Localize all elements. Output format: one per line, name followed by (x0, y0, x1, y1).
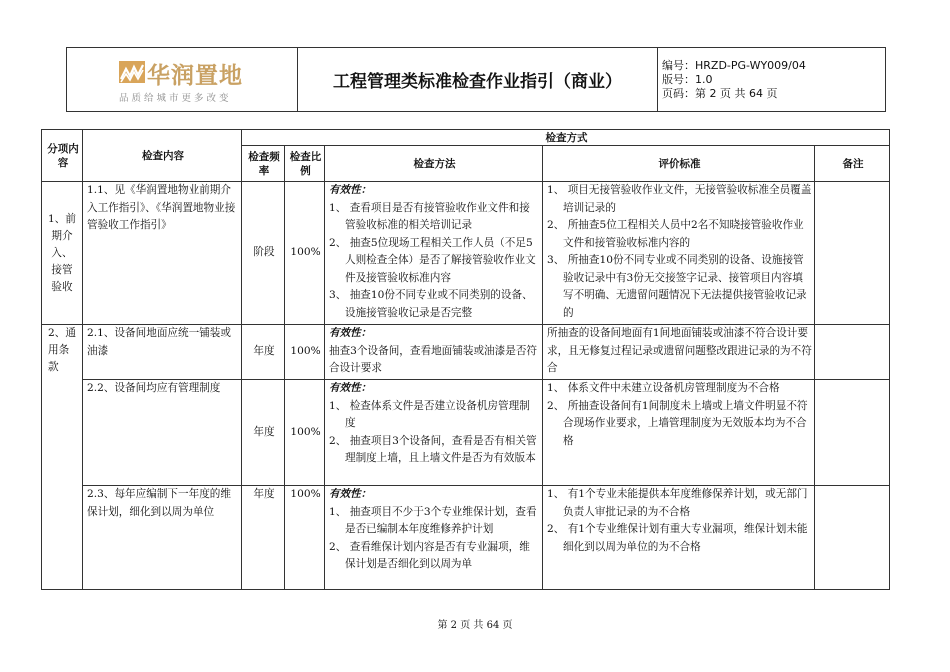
method-item: 2、 抽查5位现场工程相关工作人员（不足5人则检查全体）是否了解接管验收作业文件及接管验收标准内容 (329, 236, 536, 284)
header-method-group: 检查方式 (242, 130, 890, 146)
method-item: 2、 查看维保计划内容是否有专业漏项，维保计划是否细化到以周为单 (329, 540, 530, 570)
header-content: 检查内容 (83, 130, 242, 182)
method-cell (325, 325, 543, 380)
effectiveness-label: 有效性： (329, 488, 372, 500)
content-cell: 2.1、设备间地面应统一铺装或油漆 (83, 325, 242, 380)
header-criteria: 评价标准 (543, 146, 815, 182)
table-row (42, 380, 890, 486)
frequency-cell: 年度 (242, 325, 285, 380)
remark-cell (815, 486, 890, 590)
method-item: 1、 检查体系文件是否建立设备机房管理制度 (329, 399, 530, 429)
content-cell: 2.2、设备间均应有管理制度 (83, 380, 242, 486)
header-remark: 备注 (815, 146, 890, 182)
page-footer: 第 2 页 共 64 页 (437, 620, 513, 631)
criteria-item: 2、 所抽查5位工程相关人员中2名不知晓接管验收作业文件和接管验收标准内容的 (547, 219, 804, 249)
brand-slogan: 品质给城市更多改变 (119, 93, 232, 104)
criteria-item: 1、 项目无接管验收作业文件，无接管验收标准全员覆盖培训记录的 (547, 184, 812, 214)
remark-cell (815, 182, 890, 325)
method-cell (325, 380, 543, 486)
ratio-cell: 100% (285, 325, 325, 380)
content-cell: 2.3、每年应编制下一年度的维保计划，细化到以周为单位 (83, 486, 242, 590)
document-meta (658, 48, 886, 112)
ratio-cell: 100% (285, 182, 325, 325)
remark-cell (815, 325, 890, 380)
criteria-item: 2、 有1个专业维保计划有重大专业漏项，维保计划未能细化到以周为单位的为不合格 (547, 523, 808, 553)
header-frequency: 检查频率 (242, 146, 285, 182)
inspection-table (41, 129, 890, 590)
method-cell (325, 486, 543, 590)
category-cell: 2、通用条款 (42, 325, 83, 590)
criteria-item: 1、 有1个专业未能提供本年度维修保养计划，或无部门负责人审批记录的为不合格 (547, 488, 808, 518)
criteria-cell (543, 486, 815, 590)
document-page: 页码：第 2 页 共 64 页 (662, 86, 778, 100)
header-category: 分项内容 (42, 130, 83, 182)
method-cell (325, 182, 543, 325)
document-title: 工程管理类标准检查作业指引（商业） (298, 48, 658, 112)
method-item: 3、 抽查10份不同专业或不同类别的设备、设施接管验收记录是否完整 (329, 289, 533, 319)
frequency-cell: 阶段 (242, 182, 285, 325)
document-header (66, 47, 886, 112)
logo-cell (67, 48, 298, 112)
method-text: 抽查3个设备间，查看地面铺装或油漆是否符合设计要求 (329, 344, 538, 374)
effectiveness-label: 有效性： (329, 382, 372, 394)
ratio-cell: 100% (285, 380, 325, 486)
method-item: 1、 查看项目是否有接管验收作业文件和接管验收标准的相关培训记录 (329, 201, 530, 231)
method-item: 2、 抽查项目3个设备间，查看是否有相关管理制度上墙，且上墙文件是否为有效版本 (329, 434, 537, 464)
document-version: 版号：1.0 (662, 72, 713, 86)
category-cell: 1、前期介入、接管验收 (42, 182, 83, 325)
method-item: 1、 抽查项目不少于3个专业维保计划，查看是否已编制本年度维修养护计划 (329, 505, 537, 535)
company-logo (67, 48, 297, 111)
criteria-cell (543, 182, 815, 325)
remark-cell (815, 380, 890, 486)
header-method: 检查方法 (325, 146, 543, 182)
content-cell: 1.1、见《华润置地物业前期介入工作指引》、《华润置地物业接管验收工作指引》 (83, 182, 242, 325)
criteria-cell: 所抽查的设备间地面有1间地面铺装或油漆不符合设计要求，且无修复过程记录或遗留问题整改跟进记录的为不符合 (543, 325, 815, 380)
criteria-item: 2、 所抽查设备间有1间制度未上墙或上墙文件明显不符合现场作业要求，上墙管理制度为无效版本均为不合格 (547, 399, 808, 447)
frequency-cell: 年度 (242, 380, 285, 486)
brand-name: 华润置地 (147, 63, 243, 89)
table-row (42, 325, 890, 380)
effectiveness-label: 有效性： (329, 327, 372, 339)
frequency-cell: 年度 (242, 486, 285, 590)
criteria-item: 1、 体系文件中未建立设备机房管理制度为不合格 (547, 382, 780, 394)
header-ratio: 检查比例 (285, 146, 325, 182)
document-code: 编号：HRZD-PG-WY009/04 (662, 58, 806, 72)
criteria-item: 3、 所抽查10份不同专业或不同类别的设备、设施接管验收记录中有3份无交接签字记录、接管项目内容填写不明确、无遗留问题情况下无法提供接管验收记录的 (547, 254, 807, 319)
criteria-cell (543, 380, 815, 486)
ratio-cell: 100% (285, 486, 325, 590)
table-row (42, 486, 890, 590)
table-row (42, 182, 890, 325)
huarun-logo-mark-icon (119, 61, 145, 83)
effectiveness-label: 有效性： (329, 184, 372, 196)
